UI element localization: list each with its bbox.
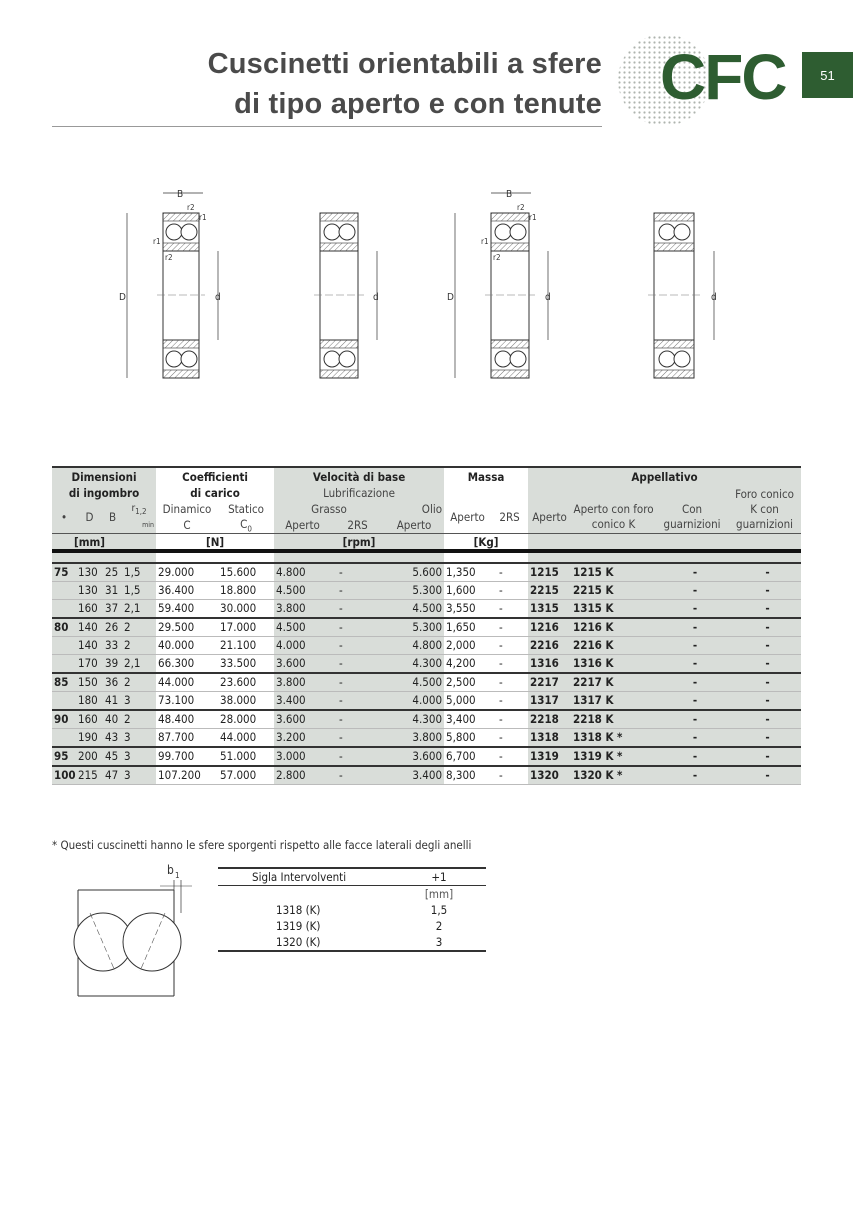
header-coefficients: Coefficienti [182, 469, 248, 484]
label-D: D [119, 292, 126, 303]
title-divider [52, 126, 602, 127]
table-row: 190 43 3 87.700 44.000 3.200 - 3.800 5,800 - 1318 1318 K * - - [52, 728, 801, 747]
svg-text:b: b [167, 863, 174, 877]
svg-text:B: B [506, 189, 513, 200]
table-row: 90 160 40 2 48.400 28.000 3.600 - 4.300 3,400 - 2218 2218 K - - [52, 710, 801, 729]
header-foro-conico-guarn: Foro conico K con guarnizioni [728, 485, 801, 534]
table-row: 80 140 26 2 29.500 17.000 4.500 - 5.300 1,650 - 1216 1216 K - - [52, 618, 801, 637]
table-row: 180 41 3 73.100 38.000 3.400 - 4.000 5,000 - 1317 1317 K - - [52, 691, 801, 710]
svg-text:r1: r1 [529, 213, 537, 222]
svg-text:r1: r1 [153, 237, 161, 246]
bearing-drawing-open [119, 189, 221, 378]
mini-col-sigla: Sigla Intervolventi [252, 870, 347, 884]
header-mass: Massa [467, 469, 505, 484]
mini-table-row: 1320 (K) 3 [276, 935, 443, 949]
table-row: 95 200 45 3 99.700 51.000 3.000 - 3.600 6,700 - 1319 1319 K * - - [52, 747, 801, 766]
table-row: 170 39 2,1 66.300 33.500 3.600 - 4.300 4,200 - 1316 1316 K - - [52, 654, 801, 673]
mini-table-row: 1318 (K) 1,5 [276, 903, 448, 917]
header-designation: Appellativo [528, 467, 801, 485]
svg-text:r2: r2 [187, 203, 195, 212]
mini-col-value: +1 [431, 870, 447, 884]
footnote: * Questi cuscinetti hanno le sfere sporgenti rispetto alle facce laterali degli anelli [52, 838, 472, 852]
label-d: d [215, 292, 221, 303]
protrusion-table: Sigla Intervolventi +1 [mm] 1318 (K) 1,5 1319 (K) 2 1320 (K) 3 [218, 867, 486, 954]
svg-text:r2: r2 [165, 253, 173, 262]
bearing-drawing-sealed [314, 213, 379, 378]
header-dimensions: Dimensioni [52, 467, 156, 485]
table-row: 100 215 47 3 107.200 57.000 2.800 - 3.400 8,300 - 1320 1320 K * - - [52, 766, 801, 785]
svg-text:r1: r1 [481, 237, 489, 246]
bearing-cross-sections [115, 180, 735, 390]
svg-text:d: d [373, 292, 379, 303]
bearing-drawing-sealed-tapered [648, 213, 717, 378]
company-logo: CFC [660, 41, 786, 113]
svg-text:1: 1 [175, 871, 180, 880]
bearing-spec-table: Dimensioni Coefficienti Velocità di base Massa Appellativo di ingombro di carico Lubrificazione Foro conico K con guarnizioni • D B $r_{1,2}$ Dinamico Statico Grasso Olio Aperto 2RS Aperto Aperto con foro conico K Con guarnizioni min C $C_0$ Aperto 2RS Aperto [mm] [N] [rpm] [Kg] 75 130 25 1,5 29.000 15.600 4.800 - 5.600 1,350 - 1215 1215 K - - 130 31 1,5 36.400 18.800 4.500 - 5.300 1,600 - 2215 2215 K - - 160 37 2,1 59.400 30.000 3.800 - 4.500 3,550 - 1315 1315 K - - 80 140 26 2 29.500 17.000 4.500 - 5.300 1,650 - 1216 1216 K - - 140 33 2 40.000 21.100 4.000 - 4.800 2,000 - 2216 2216 K - - 170 39 2,1 66.300 33.500 3.600 - 4.300 4,200 - 1316 1316 K - - 85 150 36 2 44.000 23.600 3.800 - 4.500 2,500 - 2217 2217 K - - 180 41 3 73.100 38.000 3.400 - 4.000 5,000 - 1317 1317 K - - 90 160 40 2 48.400 28.000 3.600 - 4.300 3,400 - 2218 2218 K - - 190 43 3 87.700 44.000 3.200 - 3.800 5,800 - 1318 1318 K * - - 95 200 45 3 99.700 51.000 3.000 - 3.600 6,700 - 1319 1319 K * - - 100 215 47 3 107.200 57.000 2.800 - 3.400 8,300 - 1320 1320 K * - - [52, 466, 801, 785]
protruding-ball-drawing [70, 858, 200, 998]
svg-text:d: d [711, 292, 717, 303]
mini-table-row: 1319 (K) 2 [276, 919, 443, 933]
svg-text:r2: r2 [517, 203, 525, 212]
svg-text:d: d [545, 292, 551, 303]
bearing-drawing-open-tapered [447, 189, 551, 378]
svg-text:D: D [447, 292, 454, 303]
header-lubrication: Lubrificazione [274, 485, 444, 501]
page-number-badge: 51 [802, 52, 853, 98]
page-title-line1: Cuscinetti orientabili a sfere [207, 48, 602, 80]
table-row: 140 33 2 40.000 21.100 4.000 - 4.800 2,000 - 2216 2216 K - - [52, 636, 801, 654]
table-row: 75 130 25 1,5 29.000 15.600 4.800 - 5.600 1,350 - 1215 1215 K - - [52, 563, 801, 582]
page-title-line2: di tipo aperto e con tenute [234, 88, 602, 120]
table-row: 85 150 36 2 44.000 23.600 3.800 - 4.500 2,500 - 2217 2217 K - - [52, 673, 801, 692]
table-row: 130 31 1,5 36.400 18.800 4.500 - 5.300 1,600 - 2215 2215 K - - [52, 581, 801, 599]
label-B: B [177, 189, 184, 200]
svg-text:r2: r2 [493, 253, 501, 262]
header-velocity: Velocità di base [274, 467, 444, 485]
svg-text:r1: r1 [199, 213, 207, 222]
table-row: 160 37 2,1 59.400 30.000 3.800 - 4.500 3,550 - 1315 1315 K - - [52, 599, 801, 618]
